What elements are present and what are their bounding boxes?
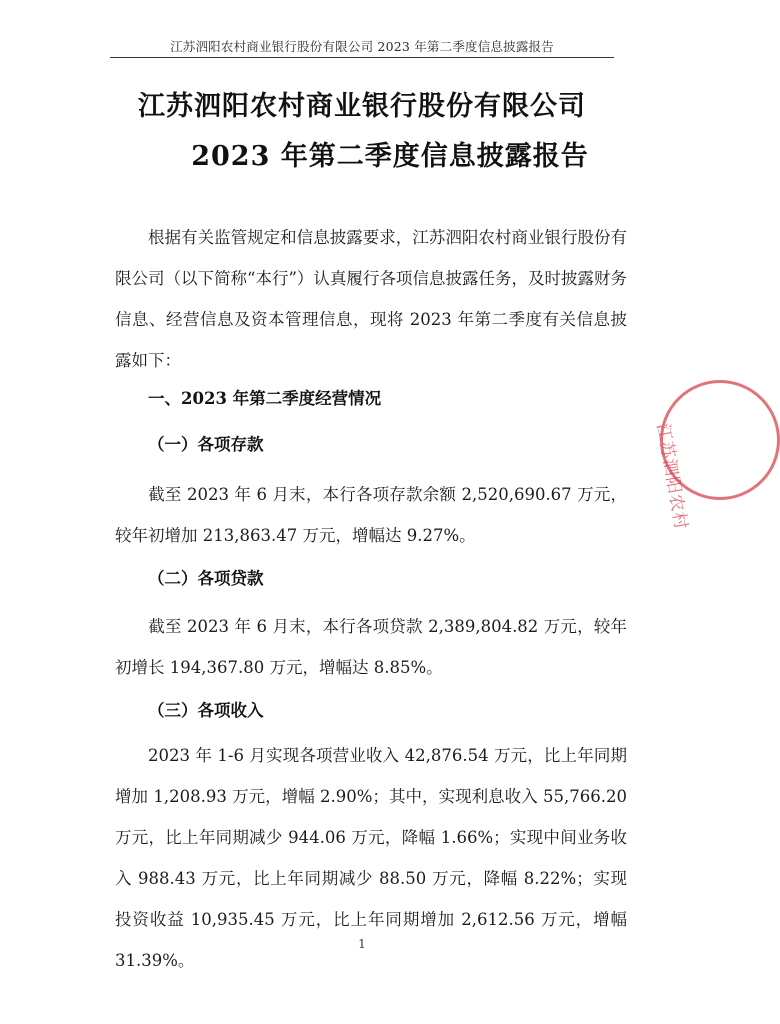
income-text: 2023 年 1-6 月实现各项营业收入 42,876.54 万元，比上年同期增加 1,208.93 万元，增幅 2.90%；其中，实现利息收入 55,766.20 万元，比上年同期减少 944.06 万元，降幅 1.66%；实现中间业务收入 988.43 万元，比上年同期减少 88.50 万元，降幅 8.22%；实现投资收益 10,935.45 万元，比上年同期增加 2,612.56 万元，增幅 31.39%。 [115, 746, 627, 970]
loans-text: 截至 2023 年 6 月末，本行各项贷款 2,389,804.82 万元，较年初增长 194,367.80 万元，增幅达 8.85%。 [115, 617, 627, 677]
section1-heading: 一、2023 年第二季度经营情况 [148, 389, 382, 408]
page-number: 1 [358, 937, 366, 951]
deposits-paragraph [115, 474, 627, 556]
intro-text: 根据有关监管规定和信息披露要求，江苏泗阳农村商业银行股份有限公司（以下简称“本行”）认真履行各项信息披露任务，及时披露财务信息、经营信息及资本管理信息，现将 2023 年第二季度有关信息披露如下： [115, 228, 627, 370]
running-header: 江苏泗阳农村商业银行股份有限公司 2023 年第二季度信息披露报告 [170, 39, 554, 54]
document-title-line2: 2023 年第二季度信息披露报告 [191, 141, 589, 172]
red-seal-stamp [652, 380, 780, 532]
deposits-heading: （一）各项存款 [148, 435, 264, 454]
loans-paragraph [115, 606, 627, 688]
intro-paragraph [115, 217, 627, 381]
income-heading: （三）各项收入 [148, 701, 264, 720]
loans-heading: （二）各项贷款 [148, 569, 264, 588]
seal-text: 江苏泗阳农村 [652, 421, 691, 532]
deposits-text: 截至 2023 年 6 月末，本行各项存款余额 2,520,690.67 万元，较年初增加 213,863.47 万元，增幅达 9.27%。 [115, 485, 627, 545]
header-rule [110, 57, 614, 58]
document-title-line1: 江苏泗阳农村商业银行股份有限公司 [138, 91, 586, 122]
